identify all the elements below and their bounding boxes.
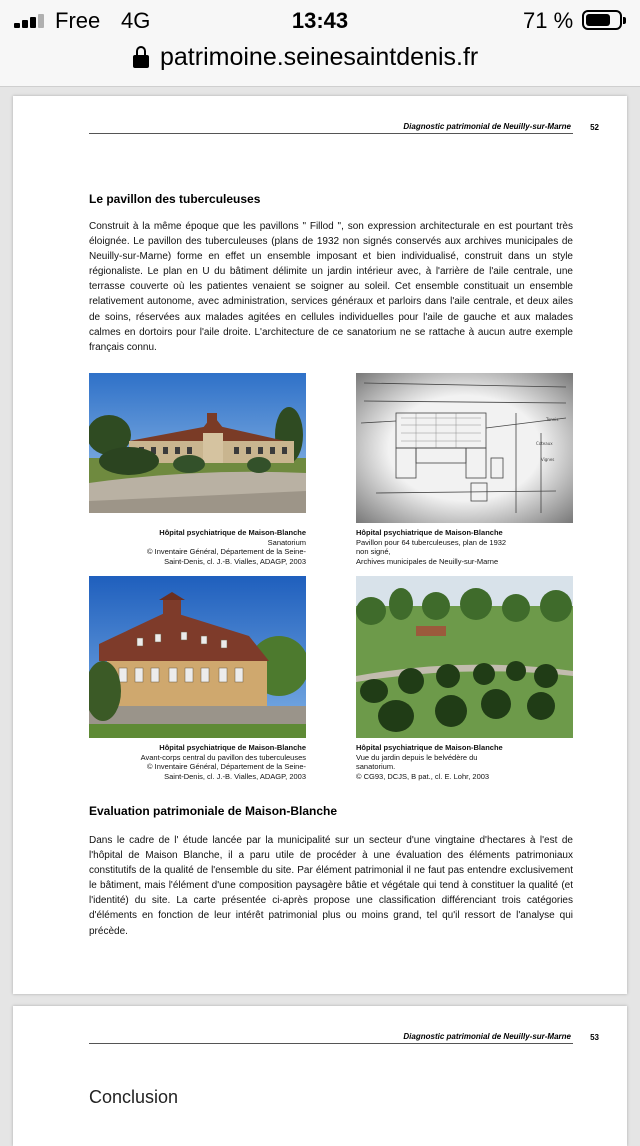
paragraph-evaluation: Dans le cadre de l' étude lancée par la municipalité sur un secteur d'une vingtaine d'hectares à l'est de l'hôpital de Maison Blanche, il a paru utile de procéder à une évaluation des éléments patrimoniaux constitutifs de la qualité de l'ensemble du site. Par élément patrimonial il ne faut pas entendre exclusivement le bâtiment, mais l'élément d'une composition paysagère bâtie et végétale qui tend à constituer la qualité (et l'identité) du site. La carte présentée ci-après propose une classification différenciant trois catégories d'éléments en fonction de leur intérêt patrimonial plus ou moins grand, tel qu'il ressort de l'analyse qui précède. [89,835,573,937]
network-type: 4G [121,8,151,33]
photo-jardin [356,576,573,738]
running-header: Diagnostic patrimonial de Neuilly-sur-Marne [403,1032,571,1041]
url-text[interactable]: patrimoine.seinesaintdenis.fr [160,43,479,71]
document-page-53 [13,1006,627,1146]
photo-plan-1932 [356,373,573,523]
document-page-52 [13,96,627,994]
caption-jardin: Hôpital psychiatrique de Maison-Blanche Vue du jardin depuis le belvédère du sanatorium. © CG93, DCJS, B pat., cl. E. Lohr, 2003 [356,743,503,781]
photo-avant-corps [89,576,306,738]
svg-text:Vignes: Vignes [541,457,555,462]
address-bar[interactable] [0,40,640,87]
lock-icon [133,46,149,70]
caption-sanatorium: Hôpital psychiatrique de Maison-Blanche Sanatorium © Inventaire Général, Département de la Seine- Saint-Denis, cl. J.-B. Vialles, ADAGP, 2003 [147,528,306,566]
caption-plan-1932: Hôpital psychiatrique de Maison-Blanche Pavillon pour 64 tuberculeuses, plan de 1932 non signé, Archives municipales de Neuilly-sur-Marne [356,528,507,566]
clock: 13:43 [291,8,349,33]
carrier-name: Free [55,8,101,33]
caption-avant-corps: Hôpital psychiatrique de Maison-Blanche Avant-corps central du pavillon des tuberculeuses © Inventaire Général, Département de la Seine- Saint-Denis, cl. J.-B. Vialles, ADAGP, 2003 [140,743,306,781]
page-number: 52 [590,123,599,132]
status-bar [0,0,640,40]
header-rule [89,133,573,134]
header-rule [89,1043,573,1044]
battery-icon [582,10,622,30]
svg-text:Coteaux: Coteaux [536,441,553,446]
paragraph-pavillon: Construit à la même époque que les pavillons " Fillod ", son expression architecturale en est pourtant très éloignée. Le pavillon des tuberculeuses (plans de 1932 non signés conservés aux archives municipales de Neuilly-sur-Marne) forme en effet un ensemble imposant et bien individualisé, construit dans un style régionaliste. Le plan en U du bâtiment délimite un jardin intérieur avec, à l'arrière de l'aile centrale, une terrasse couverte où les patientes venaient se soigner au soleil. Cet ensemble constituait un ensemble relativement autonome, avec administration, services généraux et parloirs dans l'aile centrale, et deux ailes de soins, réservées aux malades agitées en cellules individuelles pour l'aile de gauche et aux malades calmes en dortoirs pour l'aile droite. L'architecture de ce sanatorium ne se rattache à aucun autre exemple français connu. [89,221,573,353]
page-number: 53 [590,1033,599,1042]
battery-percent: 71 % [523,8,574,33]
svg-text:Tennis: Tennis [546,417,559,422]
photo-sanatorium [89,373,306,513]
conclusion-title: Conclusion [89,1087,179,1107]
section-title-evaluation: Evaluation patrimoniale de Maison-Blanche [89,804,338,818]
section-title-pavillon: Le pavillon des tuberculeuses [89,192,261,206]
running-header: Diagnostic patrimonial de Neuilly-sur-Marne [403,122,571,131]
